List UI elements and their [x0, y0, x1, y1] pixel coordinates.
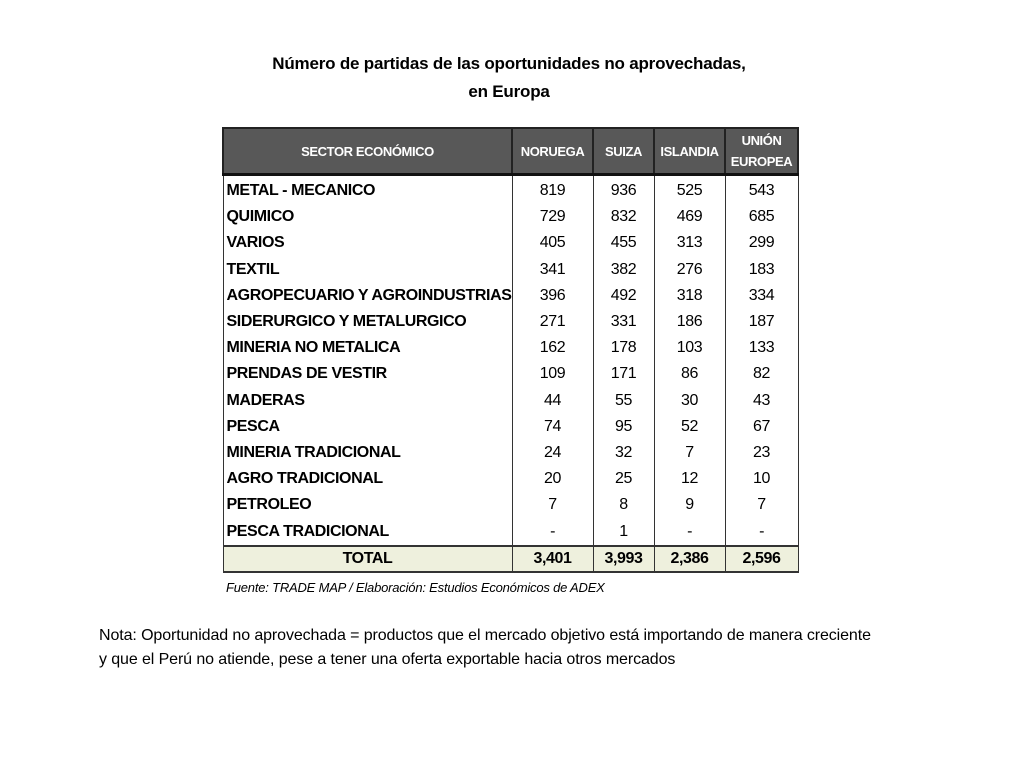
table-body: [223, 175, 798, 546]
opportunities-table: [222, 127, 799, 573]
cell-suiza: 8: [593, 492, 654, 518]
cell-union-europea: 7: [725, 492, 798, 518]
cell-suiza: 492: [593, 283, 654, 309]
cell-union-europea: -: [725, 518, 798, 545]
total-suiza: 3,993: [593, 546, 654, 572]
cell-noruega: 819: [512, 175, 593, 205]
cell-noruega: 405: [512, 230, 593, 256]
cell-noruega: 7: [512, 492, 593, 518]
cell-union-europea: 187: [725, 309, 798, 335]
total-islandia: 2,386: [654, 546, 725, 572]
cell-union-europea: 133: [725, 335, 798, 361]
table-row: [223, 414, 798, 440]
total-noruega: 3,401: [512, 546, 593, 572]
cell-noruega: 74: [512, 414, 593, 440]
cell-sector: AGRO TRADICIONAL: [223, 466, 512, 492]
cell-suiza: 1: [593, 518, 654, 545]
cell-islandia: 469: [654, 204, 725, 230]
cell-suiza: 455: [593, 230, 654, 256]
cell-islandia: -: [654, 518, 725, 545]
total-union-europea: 2,596: [725, 546, 798, 572]
cell-islandia: 12: [654, 466, 725, 492]
table-row: [223, 492, 798, 518]
cell-union-europea: 10: [725, 466, 798, 492]
cell-suiza: 936: [593, 175, 654, 205]
cell-sector: QUIMICO: [223, 204, 512, 230]
cell-sector: VARIOS: [223, 230, 512, 256]
table-row: [223, 309, 798, 335]
cell-suiza: 331: [593, 309, 654, 335]
title-line-2: en Europa: [468, 82, 550, 101]
cell-noruega: 162: [512, 335, 593, 361]
cell-sector: MINERIA TRADICIONAL: [223, 440, 512, 466]
cell-islandia: 318: [654, 283, 725, 309]
cell-suiza: 25: [593, 466, 654, 492]
cell-sector: MINERIA NO METALICA: [223, 335, 512, 361]
table-row: [223, 388, 798, 414]
cell-suiza: 178: [593, 335, 654, 361]
cell-islandia: 525: [654, 175, 725, 205]
cell-sector: PESCA TRADICIONAL: [223, 518, 512, 545]
cell-union-europea: 82: [725, 361, 798, 387]
table-header-row: [223, 128, 798, 175]
cell-noruega: 20: [512, 466, 593, 492]
cell-union-europea: 299: [725, 230, 798, 256]
cell-union-europea: 67: [725, 414, 798, 440]
cell-union-europea: 685: [725, 204, 798, 230]
cell-union-europea: 183: [725, 257, 798, 283]
cell-suiza: 32: [593, 440, 654, 466]
cell-union-europea: 334: [725, 283, 798, 309]
header-suiza: SUIZA: [593, 128, 654, 175]
cell-sector: PESCA: [223, 414, 512, 440]
cell-noruega: 109: [512, 361, 593, 387]
table-row: [223, 230, 798, 256]
cell-noruega: 729: [512, 204, 593, 230]
cell-islandia: 186: [654, 309, 725, 335]
table-row: [223, 440, 798, 466]
cell-islandia: 313: [654, 230, 725, 256]
table-row: [223, 335, 798, 361]
cell-sector: METAL - MECANICO: [223, 175, 512, 205]
total-label: TOTAL: [223, 546, 512, 572]
cell-islandia: 7: [654, 440, 725, 466]
table-row: [223, 283, 798, 309]
header-union-europea: UNIÓN EUROPEA: [725, 128, 798, 175]
cell-noruega: 24: [512, 440, 593, 466]
cell-suiza: 95: [593, 414, 654, 440]
source-note: Fuente: TRADE MAP / Elaboración: Estudios Económicos de ADEX: [226, 580, 605, 595]
cell-noruega: 341: [512, 257, 593, 283]
cell-union-europea: 543: [725, 175, 798, 205]
footnote: Nota: Oportunidad no aprovechada = productos que el mercado objetivo está importando de manera creciente y que el Perú no atiende, pese a tener una oferta exportable hacia otros mercados: [99, 627, 871, 668]
cell-suiza: 382: [593, 257, 654, 283]
cell-sector: PETROLEO: [223, 492, 512, 518]
cell-islandia: 52: [654, 414, 725, 440]
table-row: [223, 257, 798, 283]
cell-sector: SIDERURGICO Y METALURGICO: [223, 309, 512, 335]
cell-noruega: 396: [512, 283, 593, 309]
cell-sector: MADERAS: [223, 388, 512, 414]
cell-noruega: 44: [512, 388, 593, 414]
cell-islandia: 9: [654, 492, 725, 518]
cell-noruega: -: [512, 518, 593, 545]
cell-islandia: 86: [654, 361, 725, 387]
table-row: [223, 175, 798, 205]
header-islandia: ISLANDIA: [654, 128, 725, 175]
title-line-1: Número de partidas de las oportunidades no aprovechadas,: [272, 54, 746, 73]
cell-union-europea: 23: [725, 440, 798, 466]
cell-sector: AGROPECUARIO Y AGROINDUSTRIAS: [223, 283, 512, 309]
cell-noruega: 271: [512, 309, 593, 335]
page-title: [0, 50, 1018, 106]
header-noruega: NORUEGA: [512, 128, 593, 175]
cell-sector: TEXTIL: [223, 257, 512, 283]
cell-islandia: 103: [654, 335, 725, 361]
cell-islandia: 30: [654, 388, 725, 414]
cell-islandia: 276: [654, 257, 725, 283]
table-row: [223, 361, 798, 387]
table-row: [223, 466, 798, 492]
cell-sector: PRENDAS DE VESTIR: [223, 361, 512, 387]
cell-suiza: 832: [593, 204, 654, 230]
cell-suiza: 171: [593, 361, 654, 387]
header-sector: SECTOR ECONÓMICO: [223, 128, 512, 175]
table-row: [223, 204, 798, 230]
total-row: [223, 546, 798, 572]
table-row: [223, 518, 798, 545]
cell-union-europea: 43: [725, 388, 798, 414]
cell-suiza: 55: [593, 388, 654, 414]
